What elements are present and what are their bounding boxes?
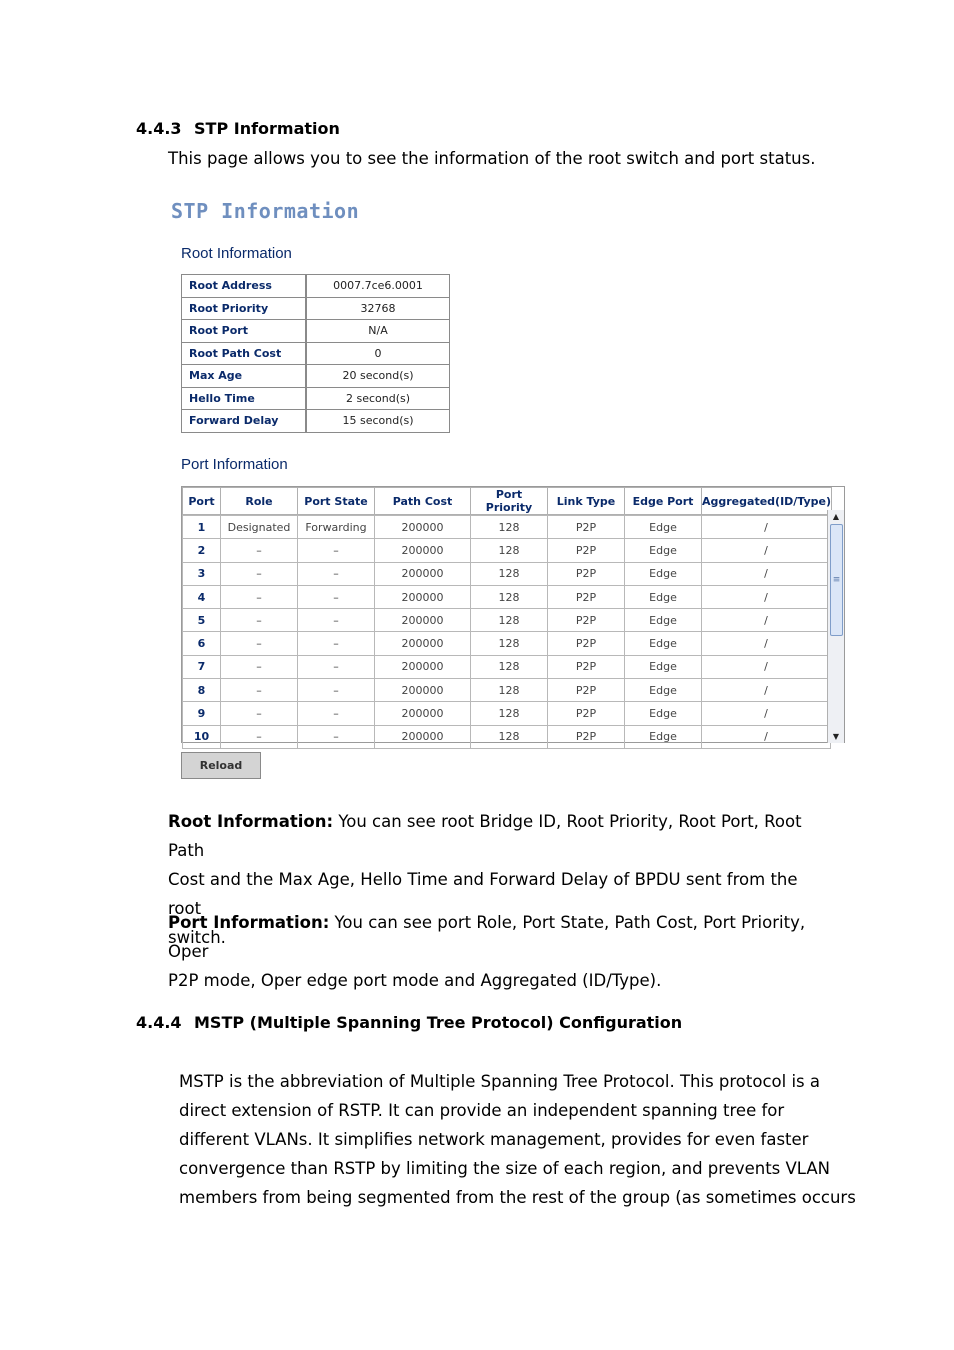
desc-text: You can see root Bridge ID, Root Priority, Root Port, Root Path [168, 812, 802, 860]
root-label: Hello Time [182, 387, 307, 410]
cell-role: – [221, 609, 298, 632]
section-number: 4.4.4 [136, 1013, 182, 1032]
cell-edge-port: Edge [625, 679, 702, 702]
reload-button[interactable]: Reload [181, 752, 261, 779]
cell-path-cost: 200000 [375, 702, 471, 725]
table-row [183, 585, 831, 608]
cell-port-state: – [298, 609, 375, 632]
root-row [182, 365, 450, 388]
cell-port: 3 [183, 562, 221, 585]
cell-port: 4 [183, 585, 221, 608]
root-value: 0007.7ce6.0001 [306, 275, 450, 298]
table-row [183, 516, 831, 539]
root-value: 32768 [306, 297, 450, 320]
cell-port-priority: 128 [471, 516, 548, 539]
cell-port-state: – [298, 585, 375, 608]
cell-path-cost: 200000 [375, 679, 471, 702]
col-header: Port State [298, 488, 375, 515]
cell-link-type: P2P [548, 725, 625, 748]
cell-port-state: – [298, 539, 375, 562]
cell-port-priority: 128 [471, 539, 548, 562]
cell-aggregated: / [702, 725, 831, 748]
cell-port-priority: 128 [471, 655, 548, 678]
col-header: Link Type [548, 488, 625, 515]
cell-port-state: – [298, 679, 375, 702]
cell-port-state: – [298, 655, 375, 678]
port-info-panel [181, 486, 845, 743]
scroll-down-icon[interactable]: ▼ [832, 732, 840, 741]
desc-text: You can see port Role, Port State, Path Cost, Port Priority, Oper [168, 913, 806, 961]
desc-text: switch. [168, 928, 226, 947]
col-header: Edge Port [625, 488, 702, 515]
cell-edge-port: Edge [625, 562, 702, 585]
cell-port-priority: 128 [471, 585, 548, 608]
paragraph-line: members from being segmented from the rest of the group (as sometimes occurs [179, 1188, 856, 1207]
cell-link-type: P2P [548, 702, 625, 725]
cell-aggregated: / [702, 562, 831, 585]
cell-port-state: – [298, 632, 375, 655]
cell-link-type: P2P [548, 539, 625, 562]
cell-link-type: P2P [548, 632, 625, 655]
desc-label: Root Information: [168, 812, 334, 831]
cell-path-cost: 200000 [375, 632, 471, 655]
table-row [183, 539, 831, 562]
root-info-table [181, 274, 450, 433]
cell-edge-port: Edge [625, 702, 702, 725]
cell-role: – [221, 539, 298, 562]
section-number: 4.4.3 [136, 119, 182, 138]
root-value: 15 second(s) [306, 410, 450, 433]
paragraph-line: MSTP is the abbreviation of Multiple Spanning Tree Protocol. This protocol is a [179, 1072, 820, 1091]
col-header: Path Cost [375, 488, 471, 515]
cell-path-cost: 200000 [375, 725, 471, 748]
root-value: 20 second(s) [306, 365, 450, 388]
cell-port-state: Forwarding [298, 516, 375, 539]
port-table-scrollbar[interactable] [827, 510, 844, 743]
cell-port-priority: 128 [471, 632, 548, 655]
root-label: Root Path Cost [182, 342, 307, 365]
cell-port: 7 [183, 655, 221, 678]
cell-edge-port: Edge [625, 516, 702, 539]
cell-port-state: – [298, 725, 375, 748]
paragraph-line: convergence than RSTP by limiting the size of each region, and prevents VLAN [179, 1159, 831, 1178]
table-row [183, 702, 831, 725]
root-value: N/A [306, 320, 450, 343]
section-title: MSTP (Multiple Spanning Tree Protocol) Configuration [194, 1013, 683, 1032]
root-info-heading: Root Information [181, 245, 292, 262]
cell-port-state: – [298, 702, 375, 725]
cell-aggregated: / [702, 585, 831, 608]
desc-label: Port Information: [168, 913, 330, 932]
cell-port-priority: 128 [471, 609, 548, 632]
cell-link-type: P2P [548, 609, 625, 632]
root-row [182, 275, 450, 298]
table-row [183, 679, 831, 702]
mstp-paragraph [179, 1067, 859, 1212]
desc-text: P2P mode, Oper edge port mode and Aggregated (ID/Type). [168, 971, 662, 990]
cell-role: – [221, 655, 298, 678]
cell-edge-port: Edge [625, 539, 702, 562]
cell-port-priority: 128 [471, 562, 548, 585]
cell-path-cost: 200000 [375, 609, 471, 632]
table-row [183, 655, 831, 678]
cell-port-state: – [298, 562, 375, 585]
cell-link-type: P2P [548, 655, 625, 678]
cell-port-priority: 128 [471, 725, 548, 748]
cell-role: – [221, 632, 298, 655]
col-header: Aggregated(ID/Type) [702, 488, 832, 515]
paragraph-line: different VLANs. It simplifies network management, provides for even faster [179, 1130, 809, 1149]
root-value: 0 [306, 342, 450, 365]
cell-link-type: P2P [548, 679, 625, 702]
cell-port: 10 [183, 725, 221, 748]
stp-page-title: STP Information [171, 199, 360, 223]
table-row [183, 725, 831, 748]
paragraph-line: direct extension of RSTP. It can provide an independent spanning tree for [179, 1101, 785, 1120]
cell-edge-port: Edge [625, 725, 702, 748]
scroll-up-icon[interactable]: ▲ [832, 512, 840, 521]
cell-link-type: P2P [548, 585, 625, 608]
col-header: Port Priority [471, 488, 548, 515]
cell-edge-port: Edge [625, 585, 702, 608]
cell-link-type: P2P [548, 562, 625, 585]
section-intro: This page allows you to see the information of the root switch and port status. [168, 149, 816, 168]
col-header: Role [221, 488, 298, 515]
cell-aggregated: / [702, 539, 831, 562]
cell-role: Designated [221, 516, 298, 539]
col-header: Port [183, 488, 221, 515]
cell-port-priority: 128 [471, 702, 548, 725]
root-row [182, 320, 450, 343]
cell-path-cost: 200000 [375, 655, 471, 678]
cell-edge-port: Edge [625, 655, 702, 678]
cell-role: – [221, 679, 298, 702]
root-row [182, 410, 450, 433]
cell-path-cost: 200000 [375, 516, 471, 539]
root-value: 2 second(s) [306, 387, 450, 410]
cell-role: – [221, 585, 298, 608]
cell-aggregated: / [702, 516, 831, 539]
cell-path-cost: 200000 [375, 539, 471, 562]
cell-role: – [221, 562, 298, 585]
root-label: Max Age [182, 365, 307, 388]
cell-aggregated: / [702, 679, 831, 702]
cell-port: 1 [183, 516, 221, 539]
section-title: STP Information [194, 119, 340, 138]
cell-aggregated: / [702, 702, 831, 725]
root-label: Root Address [182, 275, 307, 298]
cell-edge-port: Edge [625, 609, 702, 632]
desc-text: Cost and the Max Age, Hello Time and Forward Delay of BPDU sent from the root [168, 870, 798, 918]
root-row [182, 387, 450, 410]
cell-port-priority: 128 [471, 679, 548, 702]
root-label: Root Priority [182, 297, 307, 320]
cell-role: – [221, 702, 298, 725]
cell-port: 5 [183, 609, 221, 632]
cell-edge-port: Edge [625, 632, 702, 655]
root-row [182, 297, 450, 320]
port-info-description [168, 908, 828, 995]
cell-path-cost: 200000 [375, 585, 471, 608]
table-row [183, 562, 831, 585]
root-label: Root Port [182, 320, 307, 343]
cell-aggregated: / [702, 609, 831, 632]
cell-path-cost: 200000 [375, 562, 471, 585]
cell-port: 8 [183, 679, 221, 702]
table-row [183, 609, 831, 632]
root-label: Forward Delay [182, 410, 307, 433]
table-row [183, 632, 831, 655]
port-table-body [182, 515, 831, 749]
cell-port: 9 [183, 702, 221, 725]
root-row [182, 342, 450, 365]
cell-aggregated: / [702, 655, 831, 678]
cell-link-type: P2P [548, 516, 625, 539]
port-table-header [182, 487, 832, 515]
cell-aggregated: / [702, 632, 831, 655]
port-info-heading: Port Information [181, 456, 288, 473]
cell-role: – [221, 725, 298, 748]
cell-port: 2 [183, 539, 221, 562]
cell-port: 6 [183, 632, 221, 655]
scroll-thumb[interactable]: ≡ [830, 524, 843, 636]
